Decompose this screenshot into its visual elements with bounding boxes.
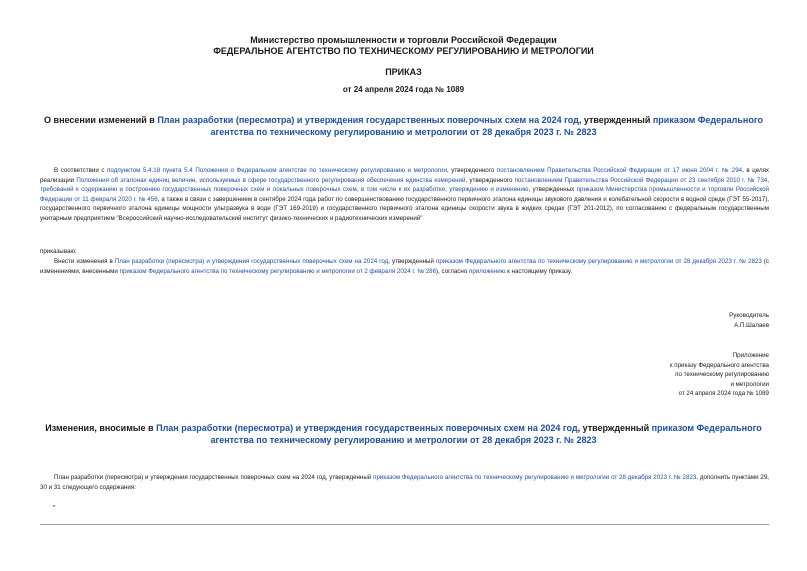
preamble-text: , утвержденного <box>446 167 497 174</box>
agency-heading: ФЕДЕРАЛЬНОЕ АГЕНТСТВО ПО ТЕХНИЧЕСКОМУ РЕГУЛИРОВАНИЮ И МЕТРОЛОГИИ <box>213 46 594 56</box>
changes-text: План разработки (пересмотра) и утверждения государственных поверочных схем на 2024 год, утвержденный <box>54 474 374 481</box>
annex-line: по техническому регулированию <box>675 371 769 379</box>
preamble-link-order-456[interactable]: приказом Министерства промышленности и торговли Российской Федерации от 11 февраля 2020 г. № 456 <box>40 186 770 203</box>
ministry-heading: Министерство промышленности и торговли Российской Федерации <box>250 35 557 45</box>
preamble-text: , в целях реализации <box>40 167 770 184</box>
directive-text: , утвержденный <box>388 258 436 265</box>
changes-title-plan-link[interactable]: План разработки (пересмотра) и утверждения государственных поверочных схем на 2024 год <box>156 423 578 433</box>
changes-order-link[interactable]: приказом Федерального агентства по техническому регулированию и метрологии от 28 декабря 2023 г. № 2823 <box>373 474 697 481</box>
preamble-link-requirements[interactable]: требований к содержанию и построению государственных поверочных схем и локальных поверочных схем, в том числе к их разработке, утверждению и изменению <box>40 186 529 194</box>
title-middle: , утвержденный <box>578 115 653 125</box>
changes-title <box>40 422 767 446</box>
annex-line: Приложение <box>732 352 769 359</box>
document-type: ПРИКАЗ <box>385 67 422 77</box>
annex-line: от 24 апреля 2024 года № 1089 <box>678 390 769 398</box>
directive-text: ), согласно <box>436 267 469 275</box>
annex-line: и метрологии <box>730 380 769 388</box>
preamble-text: , утвержденных <box>528 186 577 194</box>
directive-text: к настоящему приказу. <box>505 267 573 275</box>
preamble-link-standards-regulation[interactable]: Положения об эталонах единиц величин, используемых в сфере государственного регулирования обеспечения единства измерений <box>76 176 466 184</box>
directive-paragraph <box>40 257 769 276</box>
changes-title-order-link[interactable]: приказом Федерального агентства по техническому регулированию и метрологии от 28 декабря 2023 г. № 2823 <box>210 423 762 445</box>
title-prefix: О внесении изменений в <box>44 115 158 125</box>
preamble-text: В соответствии с <box>54 167 108 174</box>
preamble-text: , <box>767 176 769 184</box>
directive-annex-link[interactable]: приложению <box>468 267 506 275</box>
order-word: приказываю: <box>40 248 77 255</box>
annex-header <box>670 351 769 399</box>
divider <box>40 524 769 525</box>
changes-title-middle: , утвержденный <box>577 423 652 433</box>
title-plan-link[interactable]: План разработки (пересмотра) и утверждения государственных поверочных схем на 2024 год <box>157 115 579 125</box>
changes-paragraph <box>40 473 769 492</box>
preamble-text: , утвержденного <box>465 176 515 184</box>
directive-order-2823-link[interactable]: приказом Федерального агентства по техническому регулированию и метрологии от 28 декабря 2023 г. № 2823 <box>436 258 762 265</box>
signature-role: Руководитель <box>729 312 769 319</box>
quote-mark: " <box>53 505 56 512</box>
preamble-link-decree-734[interactable]: постановлением Правительства Российской Федерации от 23 сентября 2010 г. № 734 <box>514 176 768 184</box>
annex-line: к приказу Федерального агентства <box>669 361 769 369</box>
directive-text: Внести изменения в <box>54 258 115 265</box>
preamble-paragraph <box>40 166 769 224</box>
title-order-link[interactable]: приказом Федерального агентства по техническому регулированию и метрологии от 28 декабря 2023 г. № 2823 <box>210 115 763 137</box>
document-title <box>40 114 767 138</box>
directive-plan-link[interactable]: План разработки (пересмотра) и утверждения государственных поверочных схем на 2024 год <box>114 258 389 265</box>
signature-name: А.П.Шалаев <box>734 321 769 329</box>
directive-order-286-link[interactable]: приказом Федерального агентства по техническому регулированию и метрологии от 2 февраля 2024 г. № 286 <box>119 267 437 275</box>
directive-text: (с изменениями, внесенными <box>40 258 769 275</box>
changes-text: , дополнить пунктами 29, 30 и 31 следующего содержания: <box>40 474 770 491</box>
preamble-link-decree-294[interactable]: постановлением Правительства Российской Федерации от 17 июня 2004 г. № 294 <box>496 167 743 174</box>
signature-block <box>729 311 769 330</box>
preamble-text: , а также в связи с завершением в сентябре 2024 года работ по совершенствованию государственного первичного эталона единицы звукового давления и колебательной скорости в водной среде (ГЭТ 55-2017), государственного первичного эталона единицы мощности ультразвука в воде (ГЭТ 169-2019) и государственного первичного эталона единицы скорости звука в жидких средах (ГЭТ 201-2012), по согласованию с федеральным государственным унитарным предприятием "Всероссийский научно-исследовательский институт физико-технических и радиотехнических измерений" <box>40 195 769 222</box>
preamble-link-regulation[interactable]: подпунктом 5.4.18 пункта 5.4 Положения о Федеральном агентстве по техническому регулированию и метрологии <box>107 167 447 174</box>
changes-title-prefix: Изменения, вносимые в <box>45 423 157 433</box>
document-date: от 24 апреля 2024 года № 1089 <box>342 85 465 94</box>
